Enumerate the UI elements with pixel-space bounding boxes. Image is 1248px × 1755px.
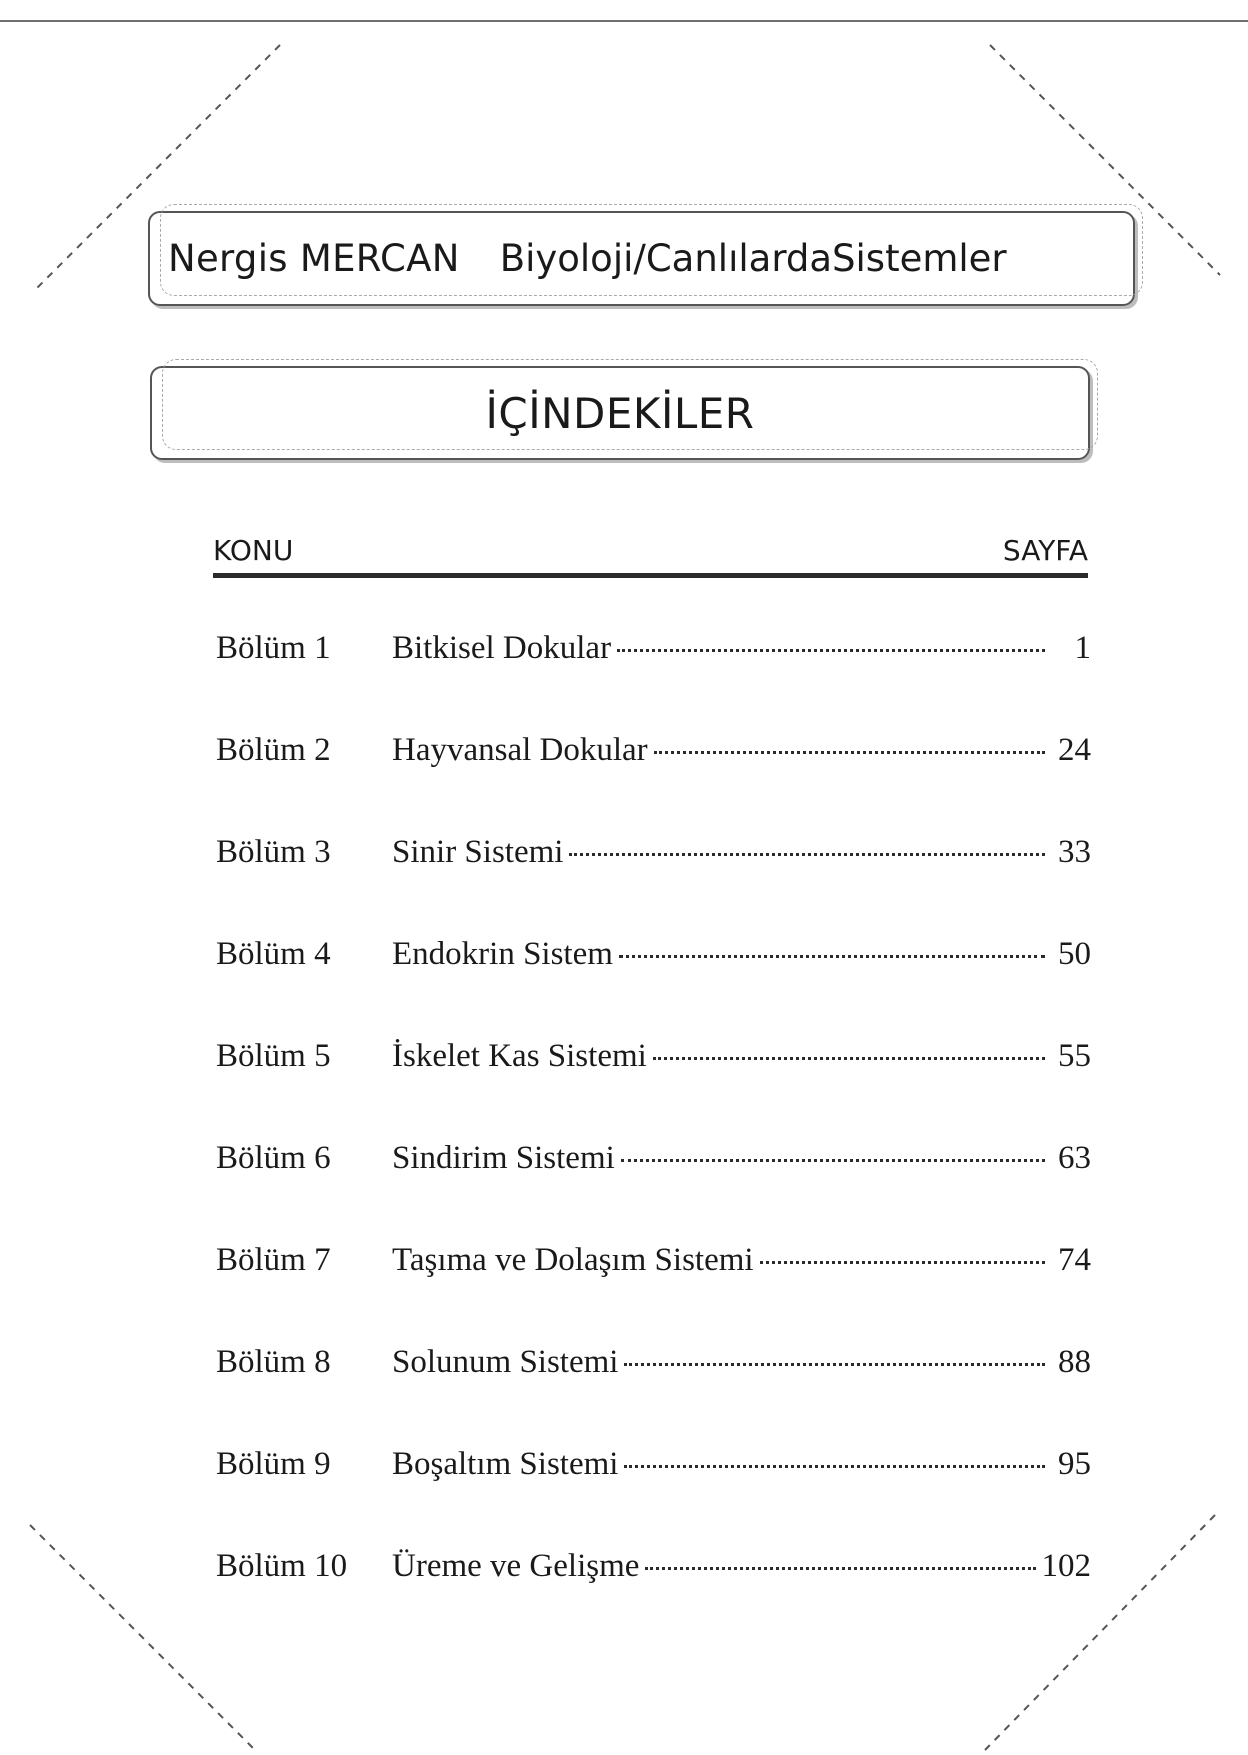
header-box (148, 211, 1135, 306)
toc-entry (216, 1548, 1091, 1598)
topic-title: İskelet Kas Sistemi (392, 1038, 647, 1074)
page-number: 24 (1058, 732, 1091, 768)
toc-title: İÇİNDEKİLER (485, 388, 755, 438)
dot-leader (760, 1261, 1045, 1264)
dot-leader (653, 1057, 1045, 1060)
header-divider (213, 573, 1088, 578)
toc-entry (216, 1038, 1091, 1088)
toc-column-header (213, 534, 1088, 567)
dot-leader (569, 853, 1045, 856)
topic-title: Endokrin Sistem (392, 936, 613, 972)
topic-title: Boşaltım Sistemi (392, 1446, 619, 1482)
page-number: 88 (1058, 1344, 1091, 1380)
column-topic-label: KONU (213, 534, 294, 567)
page-number: 1 (1074, 630, 1091, 666)
dot-leader (624, 1465, 1045, 1468)
toc-entry (216, 1242, 1091, 1292)
page-number: 95 (1058, 1446, 1091, 1482)
chapter-label: Bölüm 7 (216, 1242, 331, 1278)
chapter-label: Bölüm 5 (216, 1038, 331, 1074)
page-number: 74 (1058, 1242, 1091, 1278)
chapter-label: Bölüm 3 (216, 834, 331, 870)
chapter-label: Bölüm 8 (216, 1344, 331, 1380)
subject-title: Biyoloji/CanlılardaSistemler (499, 237, 1007, 280)
chapter-label: Bölüm 4 (216, 936, 331, 972)
dot-leader (621, 1159, 1045, 1162)
topic-title: Bitkisel Dokular (392, 630, 612, 666)
topic-title: Sindirim Sistemi (392, 1140, 615, 1176)
dot-leader (654, 751, 1045, 754)
page-number: 55 (1058, 1038, 1091, 1074)
toc-entry (216, 732, 1091, 782)
toc-entry (216, 630, 1091, 680)
chapter-label: Bölüm 10 (216, 1548, 348, 1584)
toc-entry (216, 936, 1091, 986)
toc-entry (216, 1446, 1091, 1496)
chapter-label: Bölüm 6 (216, 1140, 331, 1176)
topic-title: Üreme ve Gelişme (392, 1548, 640, 1584)
dot-leader (617, 649, 1045, 652)
page-number: 63 (1058, 1140, 1091, 1176)
column-page-label: SAYFA (1002, 534, 1088, 567)
dot-leader (645, 1567, 1035, 1570)
toc-title-box (150, 366, 1090, 460)
chapter-label: Bölüm 1 (216, 630, 331, 666)
author-name: Nergis MERCAN (168, 237, 460, 280)
page-number: 33 (1058, 834, 1091, 870)
dot-leader (624, 1363, 1045, 1366)
dot-leader (619, 955, 1045, 958)
topic-title: Hayvansal Dokular (392, 732, 648, 768)
page-number: 102 (1041, 1548, 1091, 1584)
toc-entry (216, 1140, 1091, 1190)
chapter-label: Bölüm 9 (216, 1446, 331, 1482)
topic-title: Sinir Sistemi (392, 834, 564, 870)
toc-entry (216, 834, 1091, 884)
topic-title: Taşıma ve Dolaşım Sistemi (392, 1242, 754, 1278)
toc-entry (216, 1344, 1091, 1394)
topic-title: Solunum Sistemi (392, 1344, 619, 1380)
chapter-label: Bölüm 2 (216, 732, 331, 768)
page-number: 50 (1058, 936, 1091, 972)
